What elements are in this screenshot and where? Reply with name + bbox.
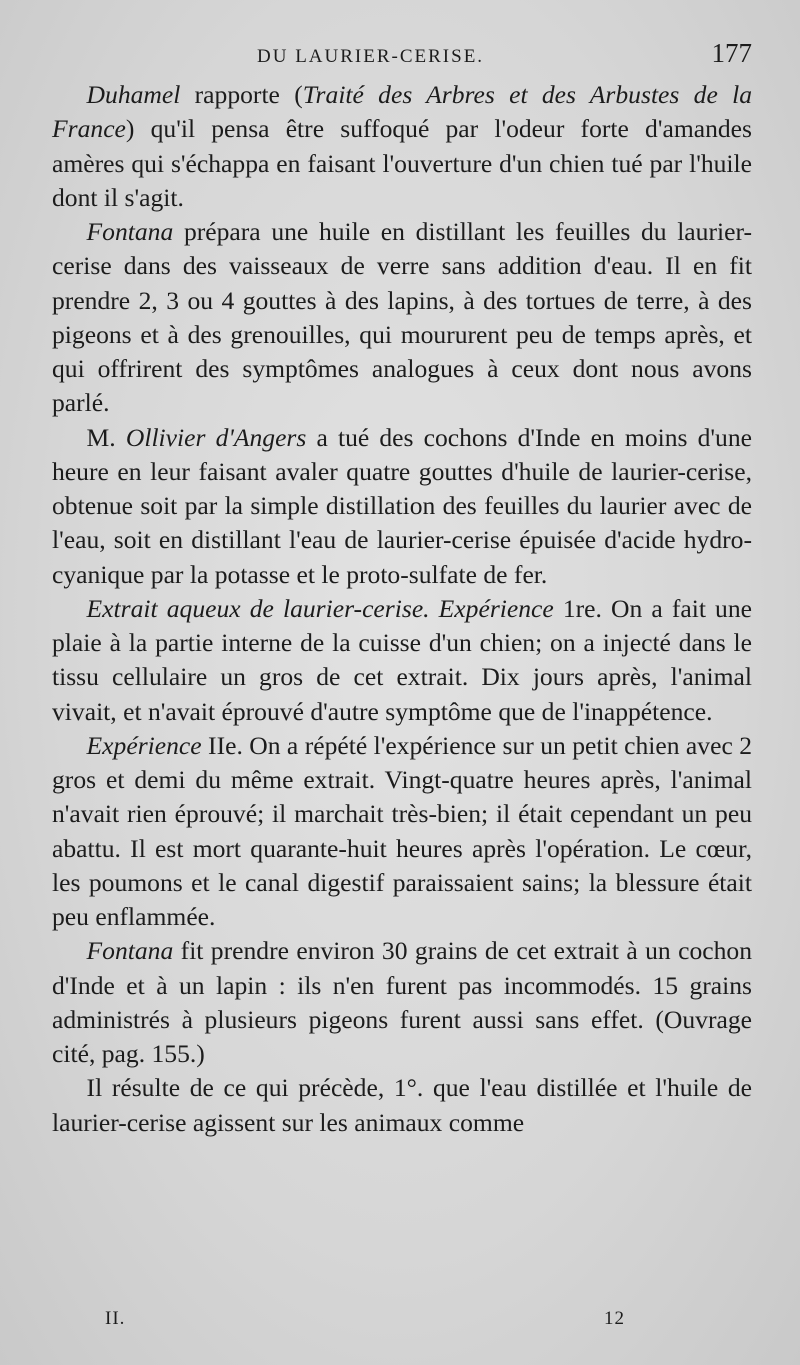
text-run: Il résulte de ce qui précède, 1°. que l'eau distillée et l'huile de laurier-cerise agissent sur les animaux comme [52, 1073, 752, 1137]
paragraph [52, 421, 752, 592]
paragraph [52, 592, 752, 729]
text-run: prépara une huile en distillant les feuilles du laurier-cerise dans des vaisseaux de verre sans addition d'eau. Il en fit prendre 2, 3 ou 4 gouttes à des lapins, à des tortues de terre, à des pigeons et à des grenouilles, qui moururent peu de temps après, et qui offrirent des symptômes analogues à ceux dont nous avons parlé. [52, 217, 752, 418]
signature-mark-right: 12 [604, 1308, 625, 1329]
italic-text: Extrait aqueux de laurier-cerise. Expérience [86, 593, 554, 623]
text-run: M. [86, 422, 126, 452]
text-run: 1re. On a fait une plaie à la partie interne de la cuisse d'un chien; on a injecté dans le tissu cellulaire un gros de cet extrait. Dix jours après, l'animal vivait, et n'avait éprouvé d'autre symptôme que de l'inappétence. [52, 593, 752, 726]
italic-text: Traité des Arbres et des Arbustes de la France [52, 80, 752, 144]
italic-text: Expérience [86, 730, 202, 760]
paragraph [52, 934, 752, 1071]
italic-text: Ollivier d'Angers [125, 422, 307, 452]
text-run: a tué des cochons d'Inde en moins d'une heure en leur faisant avaler quatre gouttes d'huile de laurier-cerise, obtenue soit par la simple distillation des feuilles du laurier avec de l'eau, soit en distillant l'eau de laurier-cerise épuisée d'acide hydro-cyanique par la potasse et le proto-sulfate de fer. [52, 422, 752, 589]
text-run: ) qu'il pensa être suffoqué par l'odeur forte d'amandes amères qui s'échappa en faisant l'ouverture d'un chien tué par l'huile dont il s'agit. [52, 114, 752, 212]
page-number: 177 [711, 38, 752, 68]
signature-mark-left: II. [105, 1308, 126, 1329]
text-run: rapporte ( [180, 80, 303, 109]
paragraph [52, 1071, 752, 1140]
text-run: fit prendre environ 30 grains de cet extrait à un cochon d'Inde et à un lapin : ils n'en furent pas incommodés. 15 grains administrés à plusieurs pigeons furent aussi sans effet. (Ouvrage cité, pag. 155.) [52, 936, 752, 1068]
paragraph [52, 215, 752, 421]
page-header [52, 38, 752, 78]
body-text [52, 78, 752, 1140]
paragraph [52, 729, 752, 935]
paragraph [52, 78, 752, 215]
italic-text: Duhamel [86, 80, 181, 109]
page-footer [105, 1308, 625, 1330]
italic-text: Fontana [86, 936, 174, 966]
italic-text: Fontana [86, 217, 174, 246]
text-run: IIe. On a répété l'expérience sur un petit chien avec 2 gros et demi du même extrait. Vingt-quatre heures après, l'animal n'avait rien éprouvé; il marchait très-bien; il était cependant un peu abattu. Il est mort quarante-huit heures après l'opération. Le cœur, les poumons et le canal digestif paraissaient sains; la blessure était peu enflammée. [52, 730, 752, 931]
running-title: DU LAURIER-CERISE. [257, 46, 485, 67]
